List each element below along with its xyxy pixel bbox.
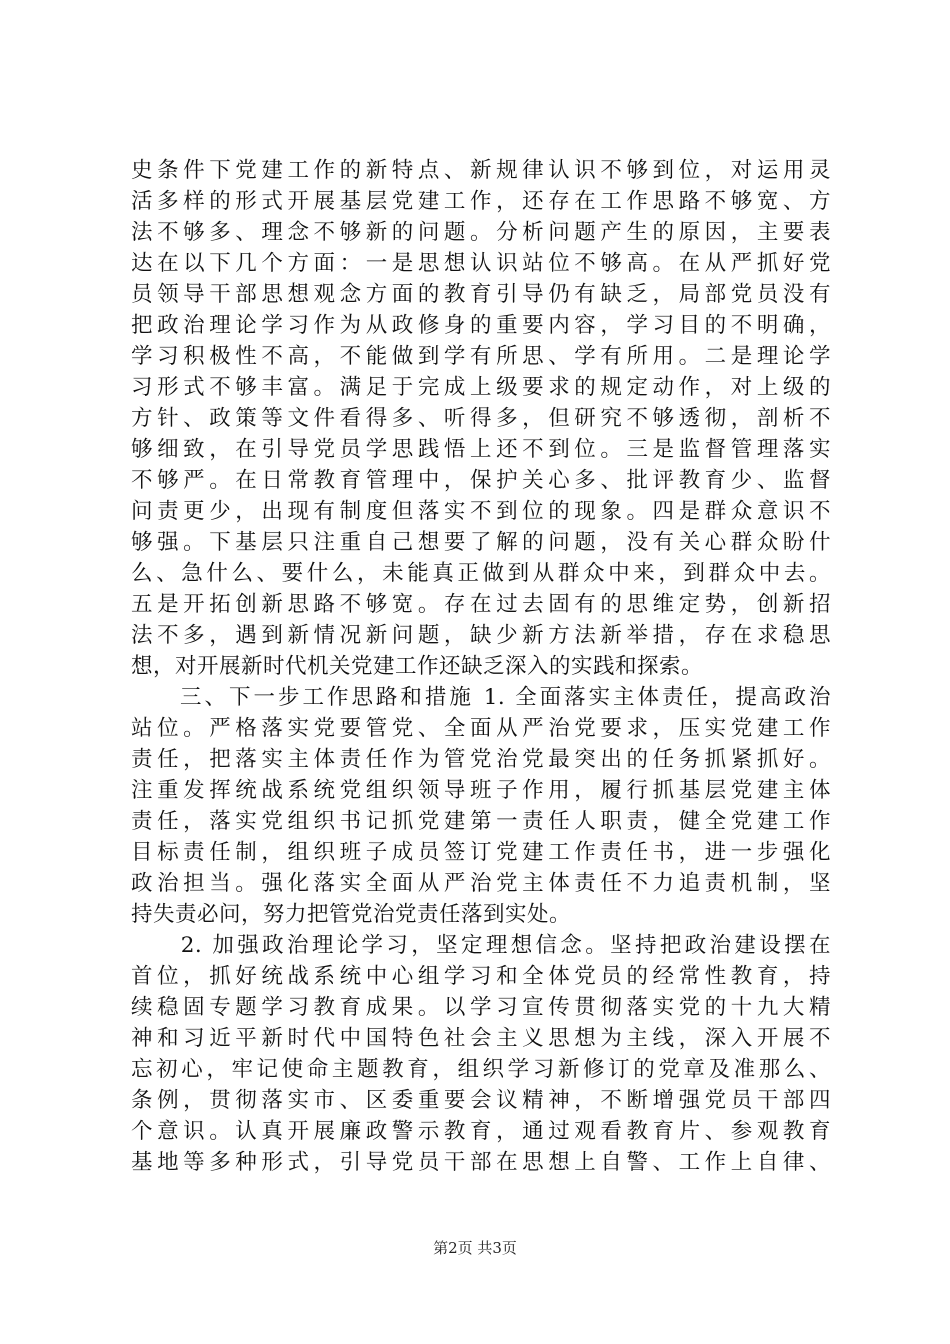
text-line: 方针、政策等文件看得多、听得多，但研究不够透彻，剖析不: [131, 406, 831, 431]
text-line: 忘初心，牢记使命主题教育，组织学习新修订的党章及准那么、: [131, 1057, 831, 1082]
text-line: 五是开拓创新思路不够宽。存在过去固有的思维定势，创新招: [131, 592, 831, 617]
text-line: 活多样的形式开展基层党建工作，还存在工作思路不够宽、方: [131, 189, 831, 214]
text-line: 法不多，遇到新情况新问题，缺少新方法新举措，存在求稳思: [131, 623, 831, 648]
text-line: 法不够多、理念不够新的问题。分析问题产生的原因，主要表: [131, 220, 831, 245]
text-line: 习形式不够丰富。满足于完成上级要求的规定动作，对上级的: [131, 375, 831, 400]
section-heading-line: 三、下一步工作思路和措施 1. 全面落实主体责任，提高政治: [131, 685, 831, 710]
text-line: 不够严。在日常教育管理中，保护关心多、批评教育少、监督: [131, 468, 831, 493]
paragraph-start-line: 2. 加强政治理论学习，坚定理想信念。坚持把政治建设摆在: [131, 933, 831, 958]
text-line: 够细致，在引导党员学思践悟上还不到位。三是监督管理落实: [131, 437, 831, 462]
text-line: 政治担当。强化落实全面从严治党主体责任不力追责机制，坚: [131, 871, 831, 896]
text-line: 问责更少，出现有制度但落实不到位的现象。四是群众意识不: [131, 499, 831, 524]
text-line: 么、急什么、要什么，未能真正做到从群众中来，到群众中去。: [131, 561, 831, 586]
text-line: 把政治理论学习作为从政修身的重要内容，学习目的不明确，: [131, 313, 831, 338]
text-line: 条例，贯彻落实市、区委重要会议精神，不断增强党员干部四: [131, 1088, 831, 1113]
text-line: 员领导干部思想观念方面的教育引导仍有缺乏，局部党员没有: [131, 282, 831, 307]
page-footer: 第2页 共3页: [433, 1239, 517, 1257]
text-line: 达在以下几个方面：一是思想认识站位不够高。在从严抓好党: [131, 251, 831, 276]
text-line: 够强。下基层只注重自己想要了解的问题，没有关心群众盼什: [131, 530, 831, 555]
text-line: 续稳固专题学习教育成果。以学习宣传贯彻落实党的十九大精: [131, 995, 831, 1020]
text-line: 站位。严格落实党要管党、全面从严治党要求，压实党建工作: [131, 716, 831, 741]
text-line: 神和习近平新时代中国特色社会主义思想为主线，深入开展不: [131, 1026, 831, 1051]
text-line: 责任，落实党组织书记抓党建第一责任人职责，健全党建工作: [131, 809, 831, 834]
text-line: 首位，抓好统战系统中心组学习和全体党员的经常性教育，持: [131, 964, 831, 989]
text-line: 持失责必问，努力把管党治党责任落到实处。: [131, 902, 572, 927]
text-line: 想，对开展新时代机关党建工作还缺乏深入的实践和探索。: [131, 654, 704, 679]
text-line: 基地等多种形式，引导党员干部在思想上自警、工作上自律、: [131, 1150, 831, 1175]
text-line: 个意识。认真开展廉政警示教育，通过观看教育片、参观教育: [131, 1119, 831, 1144]
text-line: 目标责任制，组织班子成员签订党建工作责任书，进一步强化: [131, 840, 831, 865]
text-line: 注重发挥统战系统党组织领导班子作用，履行抓基层党建主体: [131, 778, 831, 803]
body-text: [131, 155, 831, 1178]
text-line: 学习积极性不高，不能做到学有所思、学有所用。二是理论学: [131, 344, 831, 369]
text-line: 史条件下党建工作的新特点、新规律认识不够到位，对运用灵: [131, 158, 831, 183]
text-line: 责任，把落实主体责任作为管党治党最突出的任务抓紧抓好。: [131, 747, 831, 772]
